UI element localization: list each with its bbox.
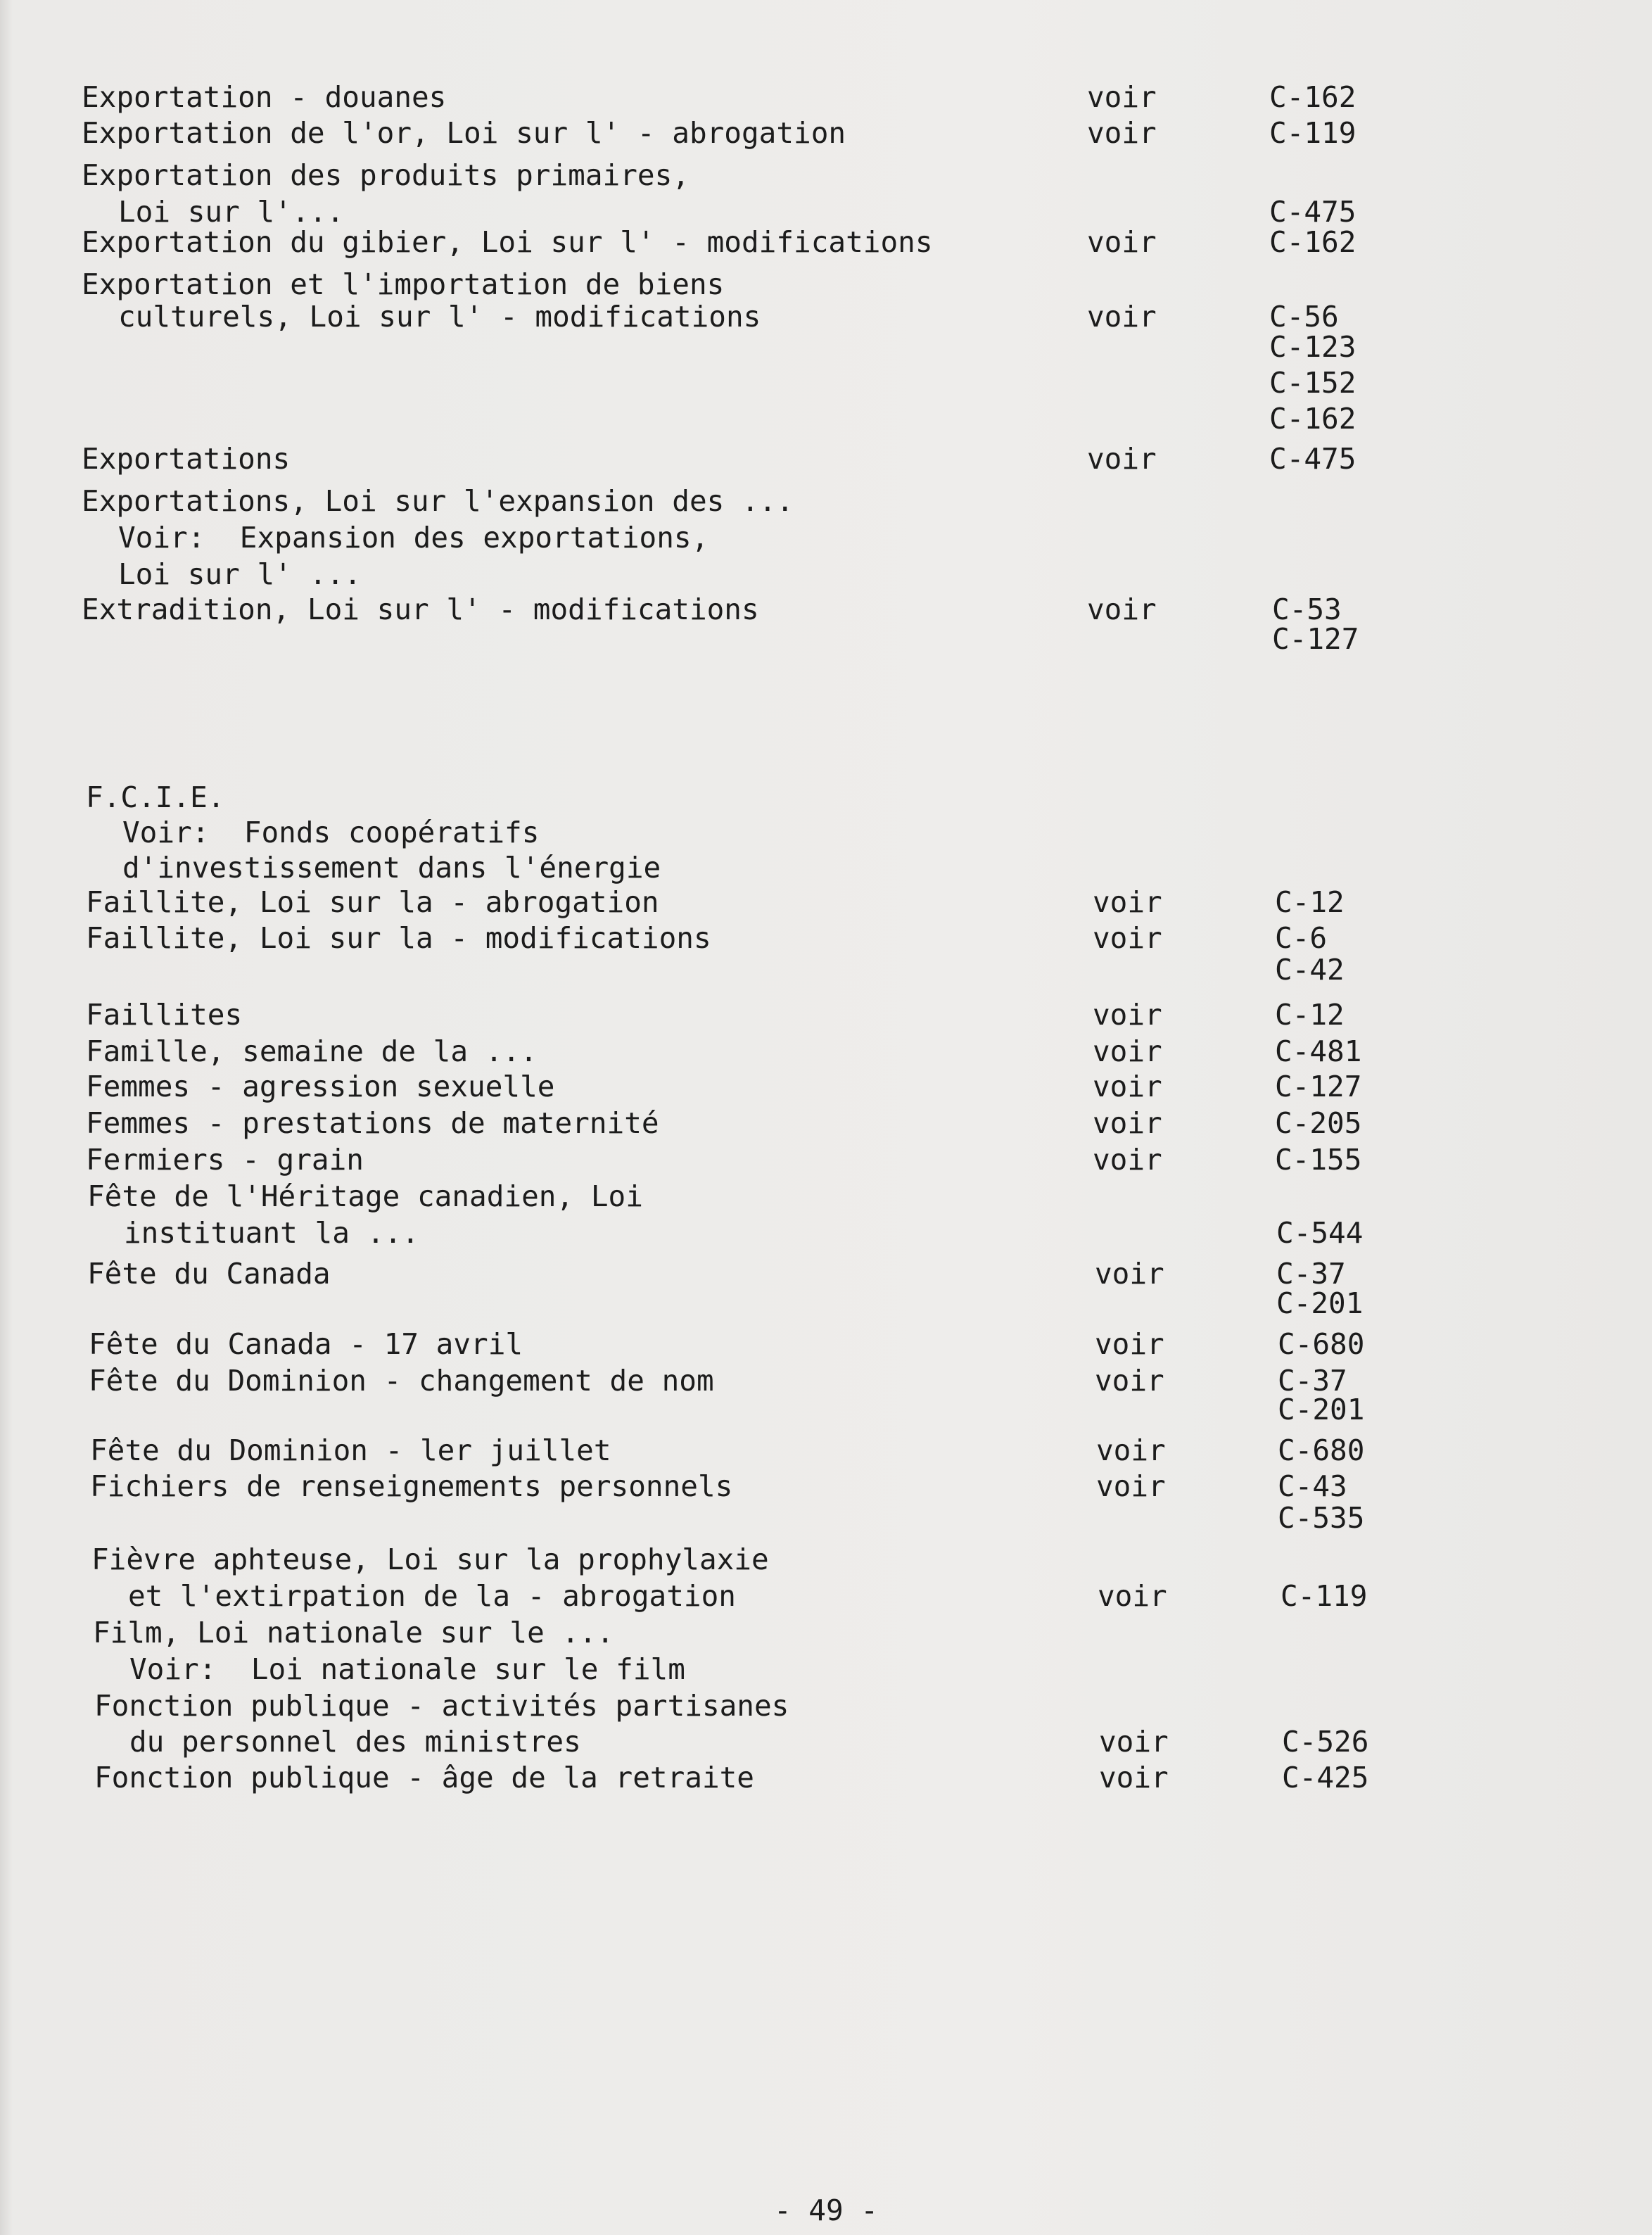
index-entry: [0, 1651, 1652, 1688]
index-entry: [0, 365, 1652, 401]
entry-ref: C-12: [1275, 998, 1345, 1032]
entry-term: et l'extirpation de la - abrogation: [128, 1579, 736, 1613]
index-entry: [0, 884, 1652, 920]
entry-voir: voir: [1099, 1761, 1169, 1794]
entry-term: Faillites: [86, 998, 243, 1032]
entry-ref: C-127: [1275, 1070, 1362, 1103]
index-entry: [0, 996, 1652, 1033]
entry-term: Voir: Expansion des exportations,: [118, 521, 709, 555]
entry-voir: voir: [1093, 998, 1162, 1032]
entry-voir: voir: [1093, 1070, 1162, 1103]
index-entry: [0, 1391, 1652, 1428]
entry-term: instituant la ...: [124, 1216, 419, 1250]
entry-term: Famille, semaine de la ...: [86, 1034, 538, 1068]
entry-term: Femmes - agression sexuelle: [86, 1070, 555, 1103]
entry-ref: C-37: [1278, 1364, 1347, 1398]
entry-ref: C-42: [1275, 953, 1345, 987]
entry-ref: C-6: [1275, 921, 1328, 955]
entry-term: Fête du Dominion - ler juillet: [90, 1433, 611, 1467]
index-entry: [0, 1541, 1652, 1578]
index-entry: [0, 115, 1652, 151]
entry-term: Exportation des produits primaires,: [82, 158, 690, 192]
index-entry: [0, 1068, 1652, 1105]
index-entry: [0, 1033, 1652, 1070]
index-entry: [0, 1578, 1652, 1614]
entry-voir: voir: [1093, 1106, 1162, 1140]
entry-ref: C-535: [1278, 1501, 1365, 1535]
index-entry: [0, 621, 1652, 657]
entry-term: Exportation et l'importation de biens: [82, 267, 725, 301]
entry-voir: voir: [1098, 1579, 1167, 1613]
index-entry: [0, 79, 1652, 115]
entry-ref: C-12: [1275, 885, 1345, 919]
entry-term: Extradition, Loi sur l' - modifications: [82, 593, 759, 626]
entry-ref: C-205: [1275, 1106, 1362, 1140]
index-entry: [0, 400, 1652, 437]
entry-ref: C-162: [1269, 80, 1356, 114]
index-entry: [0, 157, 1652, 194]
entry-voir: voir: [1093, 1034, 1162, 1068]
entry-ref: C-475: [1269, 195, 1356, 229]
index-entry: [0, 1178, 1652, 1215]
index-entry: [0, 1285, 1652, 1322]
entry-voir: voir: [1087, 593, 1157, 626]
entry-ref: C-119: [1281, 1579, 1368, 1613]
entry-ref: C-680: [1278, 1433, 1365, 1467]
entry-ref: C-162: [1269, 225, 1356, 259]
entry-term: F.C.I.E.: [86, 780, 225, 814]
entry-ref: C-127: [1272, 622, 1359, 656]
entry-ref: C-119: [1269, 116, 1356, 150]
entry-ref: C-526: [1282, 1725, 1369, 1759]
entry-term: Fête de l'Héritage canadien, Loi: [87, 1179, 643, 1213]
entry-ref: C-43: [1278, 1469, 1347, 1503]
page-number: - 49 -: [773, 2193, 879, 2227]
index-entry: [0, 1432, 1652, 1469]
entry-term: Exportation du gibier, Loi sur l' - modifications: [82, 225, 933, 259]
entry-voir: voir: [1093, 885, 1162, 919]
index-entry: [0, 1326, 1652, 1362]
entry-ref: C-680: [1278, 1327, 1365, 1361]
entry-term: Faillite, Loi sur la - abrogation: [86, 885, 659, 919]
entry-term: Faillite, Loi sur la - modifications: [86, 921, 711, 955]
entry-voir: voir: [1095, 1327, 1164, 1361]
index-entry: [0, 1688, 1652, 1724]
entry-voir: voir: [1087, 225, 1157, 259]
entry-voir: voir: [1087, 80, 1157, 114]
entry-ref: C-53: [1272, 593, 1342, 626]
entry-term: Fête du Canada: [87, 1257, 331, 1291]
entry-term: Fichiers de renseignements personnels: [90, 1469, 733, 1503]
entry-term: Fièvre aphteuse, Loi sur la prophylaxie: [91, 1543, 769, 1576]
entry-ref: C-201: [1278, 1393, 1365, 1426]
entry-term: Loi sur l' ...: [118, 557, 362, 591]
entry-voir: voir: [1093, 1143, 1162, 1177]
entry-ref: C-56: [1269, 300, 1339, 334]
entry-term: Voir: Fonds coopératifs: [122, 816, 540, 849]
entry-ref: C-481: [1275, 1034, 1362, 1068]
entry-ref: C-425: [1282, 1761, 1369, 1794]
entry-term: culturels, Loi sur l' - modifications: [118, 300, 761, 334]
index-entry: [0, 441, 1652, 477]
index-entry: [0, 951, 1652, 988]
entry-voir: voir: [1087, 442, 1157, 476]
entry-term: Fonction publique - âge de la retraite: [94, 1761, 754, 1794]
index-entry: [0, 266, 1652, 303]
index-entry: [0, 779, 1652, 816]
index-entry: [0, 329, 1652, 365]
entry-term: d'investissement dans l'énergie: [122, 851, 661, 885]
entry-ref: C-155: [1275, 1143, 1362, 1177]
entry-voir: voir: [1095, 1364, 1164, 1398]
entry-ref: C-475: [1269, 442, 1356, 476]
index-entry: [0, 1614, 1652, 1651]
index-entry: [0, 224, 1652, 260]
entry-ref: C-152: [1269, 366, 1356, 400]
entry-term: Exportation - douanes: [82, 80, 447, 114]
entry-term: Fermiers - grain: [86, 1143, 364, 1177]
entry-ref: C-123: [1269, 330, 1356, 364]
entry-term: Fête du Dominion - changement de nom: [89, 1364, 714, 1398]
entry-term: Voir: Loi nationale sur le film: [129, 1652, 685, 1686]
entry-ref: C-37: [1276, 1257, 1346, 1291]
entry-voir: voir: [1099, 1725, 1169, 1759]
entry-ref: C-201: [1276, 1286, 1364, 1320]
entry-term: Exportations: [82, 442, 291, 476]
index-entry: [0, 1141, 1652, 1178]
entry-voir: voir: [1095, 1257, 1164, 1291]
index-entry: [0, 1215, 1652, 1251]
index-entry: [0, 1759, 1652, 1796]
entry-voir: voir: [1087, 116, 1157, 150]
entry-voir: voir: [1087, 300, 1157, 334]
entry-term: Fonction publique - activités partisanes: [94, 1689, 789, 1723]
index-entry: [0, 483, 1652, 519]
index-entry: [0, 519, 1652, 556]
index-entry: [0, 814, 1652, 851]
entry-voir: voir: [1096, 1469, 1166, 1503]
index-entry: [0, 556, 1652, 593]
index-entry: [0, 849, 1652, 886]
entry-term: Exportations, Loi sur l'expansion des ...: [82, 484, 794, 518]
index-entry: [0, 1723, 1652, 1760]
index-entry: [0, 1500, 1652, 1536]
entry-ref: C-162: [1269, 402, 1356, 436]
index-entry: [0, 1105, 1652, 1141]
entry-term: Femmes - prestations de maternité: [86, 1106, 659, 1140]
entry-ref: C-544: [1276, 1216, 1364, 1250]
entry-voir: voir: [1096, 1433, 1166, 1467]
entry-term: du personnel des ministres: [129, 1725, 581, 1759]
entry-term: Fête du Canada - 17 avril: [89, 1327, 523, 1361]
entry-term: Exportation de l'or, Loi sur l' - abrogation: [82, 116, 846, 150]
entry-voir: voir: [1093, 921, 1162, 955]
entry-term: Film, Loi nationale sur le ...: [93, 1616, 614, 1650]
entry-term: Loi sur l'...: [118, 195, 344, 229]
